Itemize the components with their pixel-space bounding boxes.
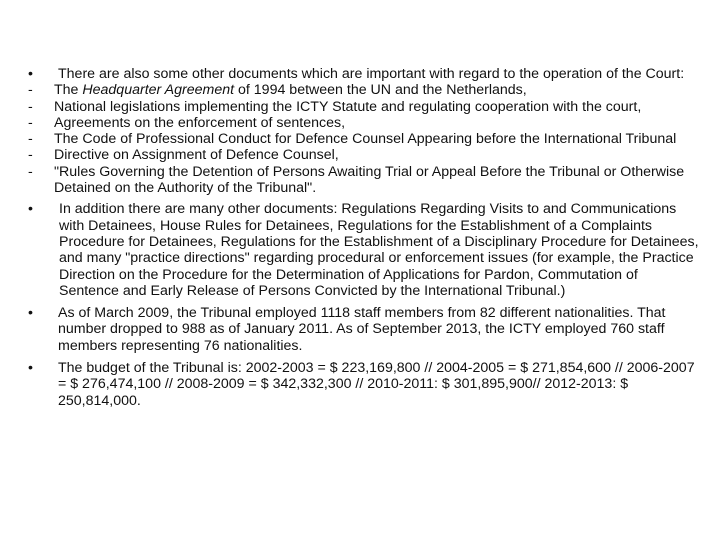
text-suffix: of 1994 between the UN and the Netherlands,	[234, 82, 527, 99]
list-item-directive-defence-counsel	[28, 147, 700, 163]
list-item-other-documents	[28, 66, 700, 82]
list-item-text: As of March 2009, the Tribunal employed 1118 staff members from 82 different nationalities. That number dropped to 988 as of January 2011. As of September 2013, the ICTY employed 760 staff members representing 76 nationalities.	[58, 305, 666, 354]
list-item-text: National legislations implementing the ICTY Statute and regulating cooperation with the court,	[54, 98, 642, 115]
list-item-text: In addition there are many other documents: Regulations Regarding Visits to and Communications with Detainees, House Rules for Detainees, Regulations for the Establishment of a Complaints Procedure for Detainees, Regulations for the Establishment of a Disciplinary Procedure for Detainees, and many "practice directions" regarding procedural or enforcement issues (for example, the Practice Direction on the Procedure for the Determination of Applications for Pardon, Commutation of Sentence and Early Release of Persons Convicted by the International Tribunal.)	[59, 201, 699, 299]
list-item-enforcement-agreements	[28, 115, 700, 131]
list-item-text: There are also some other documents which are important with regard to the operation of the Court:	[58, 66, 685, 82]
bullet-marker: •	[28, 305, 33, 322]
dash-marker: -	[28, 98, 33, 115]
list-item-text	[28, 82, 700, 98]
list-item-text: "Rules Governing the Detention of Persons Awaiting Trial or Appeal Before the Tribunal or Otherwise Detained on the Authority of the Tribunal".	[54, 163, 685, 197]
bullet-marker: •	[28, 201, 33, 218]
bullet-marker: •	[28, 66, 33, 82]
dash-marker: -	[28, 82, 33, 99]
list-item-national-legislations	[28, 99, 700, 115]
list-item-text: Agreements on the enforcement of sentences,	[54, 114, 346, 131]
bullet-marker: •	[28, 360, 33, 377]
list-item-text: The budget of the Tribunal is: 2002-2003 = $ 223,169,800 // 2004-2005 = $ 271,854,600 // 2006-2007 = $ 276,474,100 // 2008-2009 = $ 342,332,300 // 2010-2011: $ 301,895,900// 2012-2013: $ 250,814,000.	[58, 360, 695, 409]
bullet-list	[28, 66, 700, 409]
list-item-text: Directive on Assignment of Defence Counsel,	[54, 147, 339, 164]
list-item-detention-rules	[28, 164, 700, 197]
dash-marker: -	[28, 114, 33, 131]
list-item-text: The Code of Professional Conduct for Defence Counsel Appearing before the International Tribunal	[54, 131, 677, 148]
dash-marker: -	[28, 131, 33, 148]
list-item-headquarter-agreement	[28, 82, 700, 98]
list-item-budget	[28, 360, 700, 409]
text-emphasis: Headquarter Agreement	[82, 82, 235, 99]
dash-marker: -	[28, 147, 33, 164]
list-item-other-regulations	[28, 201, 700, 299]
list-item-code-of-conduct	[28, 131, 700, 147]
dash-marker: -	[28, 163, 33, 180]
text-prefix: The	[54, 82, 83, 99]
list-item-staff-members	[28, 305, 700, 354]
